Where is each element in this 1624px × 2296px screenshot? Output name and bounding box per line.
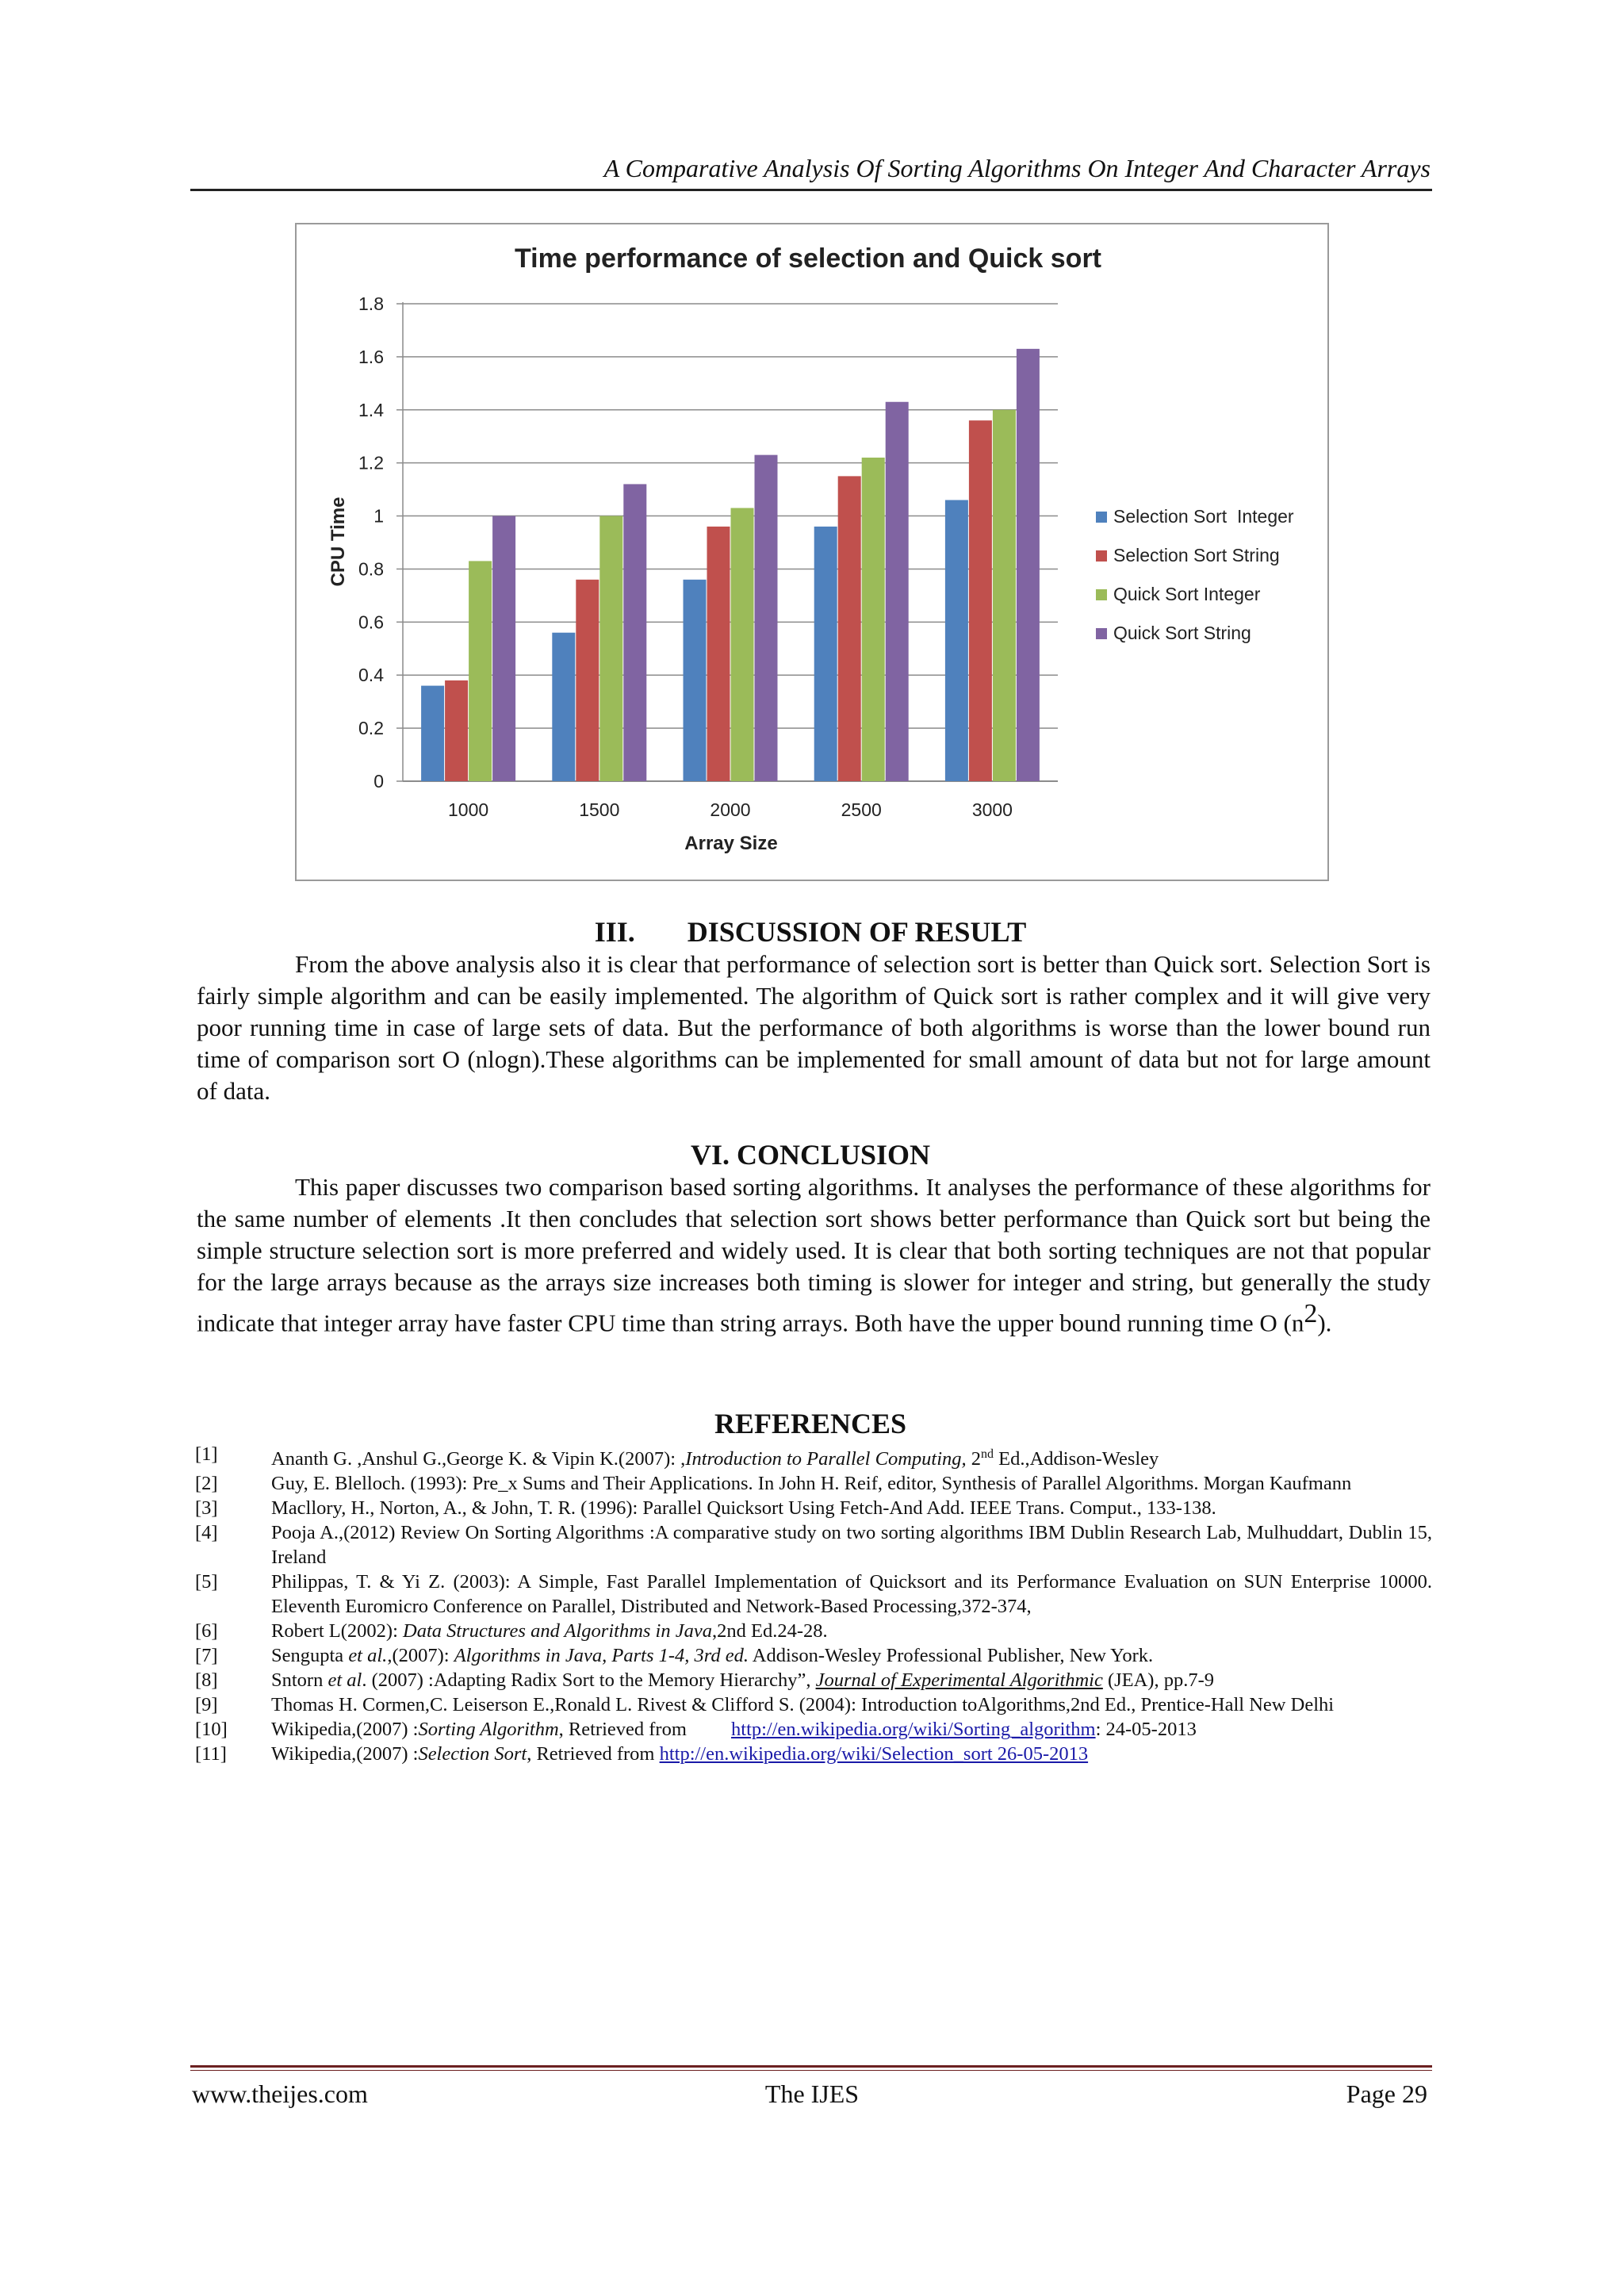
reference-item: [195, 1717, 1432, 1742]
reference-number: [6]: [195, 1620, 218, 1642]
bar-selection-sort-integer-2000: [684, 580, 707, 781]
reference-text: Robert L(2002): Data Structures and Algorithms in Java,2nd Ed.24-28.: [271, 1620, 828, 1642]
bar-quick-sort-string-2500: [886, 402, 909, 781]
discussion-paragraph: From the above analysis also it is clear that performance of selection sort is better than Quick sort. Selection Sort is fairly simple algorithm and can be easily implemented. The algorithm of Quick sort is rather complex and it will give very poor running time in case of large sets of data. But the performance of both algorithms is worse than the lower bound run time of comparison sort O (nlogn).These algorithms can be implemented for small amount of data but not for large amount of data.: [197, 950, 1431, 1105]
reference-number: [5]: [195, 1571, 218, 1593]
reference-number: [3]: [195, 1497, 218, 1520]
y-tick-label: 1: [373, 505, 384, 527]
reference-number: [1]: [195, 1443, 218, 1465]
references-list: [195, 1442, 1432, 1766]
x-tick-label: 1500: [579, 799, 620, 820]
bar-quick-sort-string-2000: [755, 455, 778, 781]
conclusion-text: This paper discusses two comparison based sorting algorithms. It analyses the performance of these algorithms for the same number of elements .It then concludes that selection sort shows better performance than Quick sort but being the simple structure selection sort is more preferred and widely used. It is clear that both sorting techniques are not that popular for the large arrays because as the arrays size increases both timing is slower for integer and string, but generally the study indicate that integer array have faster CPU time than string arrays. Both have the upper bound running time O (n: [197, 1173, 1431, 1337]
footer-journal: The IJES: [764, 2079, 860, 2108]
reference-text: Macllory, H., Norton, A., & John, T. R. (1996): Parallel Quicksort Using Fetch-And Add. IEEE Trans. Comput., 133-138.: [271, 1497, 1216, 1520]
reference-item: [195, 1442, 1432, 1471]
legend-label: Quick Sort Integer: [1113, 584, 1261, 604]
reference-text: Guy, E. Blelloch. (1993): Pre_x Sums and Their Applications. In John H. Reif, editor, Synthesis of Parallel Algorithms. Morgan Kaufmann: [271, 1473, 1352, 1495]
selection-sort-link[interactable]: http://en.wikipedia.org/wiki/Selection_sort 26-05-2013: [659, 1743, 1089, 1765]
discussion-heading: [190, 914, 1431, 949]
reference-item: [195, 1496, 1432, 1520]
bar-quick-sort-string-3000: [1017, 349, 1040, 781]
legend-label: Selection Sort Integer: [1113, 506, 1294, 527]
references-heading: REFERENCES: [714, 1408, 907, 1439]
chart-title: Time performance of selection and Quick sort: [514, 243, 1102, 274]
bar-selection-sort-integer-1000: [421, 686, 444, 781]
bar-selection-sort-integer-3000: [945, 500, 968, 781]
y-tick-label: 0.8: [358, 558, 384, 580]
footer-rule: [190, 2065, 1432, 2068]
bar-selection-sort-string-1000: [445, 680, 468, 781]
footer-rule-thin: [190, 2070, 1432, 2071]
reference-number: [10]: [195, 1719, 228, 1741]
reference-number: [8]: [195, 1669, 218, 1692]
reference-item: [195, 1668, 1432, 1692]
bar-selection-sort-integer-1500: [552, 633, 575, 781]
bar-selection-sort-string-1500: [576, 580, 599, 781]
footer-page-number: Page 29: [1346, 2079, 1427, 2108]
conclusion-paragraph: [197, 1171, 1431, 1339]
sorting-algorithm-link[interactable]: http://en.wikipedia.org/wiki/Sorting_algorithm: [731, 1719, 1096, 1741]
legend-label: Quick Sort String: [1113, 623, 1251, 643]
bar-quick-sort-integer-2500: [862, 458, 885, 781]
bar-selection-sort-string-2500: [838, 476, 861, 781]
reference-item: [195, 1570, 1432, 1619]
x-tick-label: 2500: [841, 799, 882, 820]
y-tick-label: 1.2: [358, 452, 384, 473]
reference-text: Wikipedia,(2007) :Selection Sort, Retrieved from http://en.wikipedia.org/wiki/Selection_sort 26-05-2013: [271, 1743, 1089, 1765]
bar-selection-sort-integer-2500: [814, 527, 837, 781]
running-title: A Comparative Analysis Of Sorting Algorithms On Integer And Character Arrays: [603, 154, 1431, 182]
y-tick-label: 0: [373, 771, 384, 792]
reference-item: [195, 1742, 1432, 1766]
y-tick-label: 0.2: [358, 718, 384, 739]
y-tick-label: 1.4: [358, 399, 384, 420]
reference-text: Pooja A.,(2012) Review On Sorting Algorithms :A comparative study on two sorting algorithms IBM Dublin Research Lab, Mulhuddart, Dublin 15, Ireland: [271, 1522, 1432, 1569]
bar-quick-sort-string-1000: [492, 516, 515, 781]
y-axis-label: CPU Time: [327, 496, 349, 587]
y-tick-label: 1.8: [358, 293, 384, 314]
discussion-number: III.: [594, 916, 635, 948]
reference-item: [195, 1619, 1432, 1643]
reference-text: Wikipedia,(2007) :Sorting Algorithm, Retrieved from http://en.wikipedia.org/wiki/Sorting_algorithm: 24-05-2013: [271, 1719, 1197, 1741]
x-tick-label: 3000: [971, 799, 1013, 820]
x-tick-label: 1000: [448, 799, 489, 820]
reference-item: [195, 1692, 1432, 1717]
bar-selection-sort-string-2000: [707, 527, 730, 781]
x-axis-label: Array Size: [684, 833, 778, 854]
y-tick-label: 1.6: [358, 346, 384, 367]
reference-number: [2]: [195, 1473, 218, 1495]
reference-text: Ananth G. ,Anshul G.,George K. & Vipin K.(2007): ,Introduction to Parallel Computing, 2nd Ed.,Addison-Wesley: [271, 1447, 1159, 1470]
chart-frame: [295, 223, 1329, 881]
reference-item: [195, 1471, 1432, 1496]
bar-selection-sort-string-3000: [969, 420, 992, 781]
bar-quick-sort-integer-2000: [731, 508, 754, 781]
legend-swatch: [1096, 628, 1107, 639]
discussion-title: DISCUSSION OF RESULT: [687, 916, 1027, 948]
reference-number: [4]: [195, 1522, 218, 1544]
bar-chart: [297, 224, 1327, 880]
reference-item: [195, 1520, 1432, 1570]
reference-number: [11]: [195, 1743, 227, 1765]
reference-text: Sntorn et al. (2007) :Adapting Radix Sort to the Memory Hierarchy”, Journal of Experimental Algorithmic (JEA), pp.7-9: [271, 1669, 1214, 1692]
y-tick-label: 0.6: [358, 611, 384, 633]
bar-quick-sort-string-1500: [623, 484, 646, 781]
legend-swatch: [1096, 512, 1107, 523]
legend-label: Selection Sort String: [1113, 545, 1280, 565]
bar-quick-sort-integer-1000: [469, 561, 492, 781]
conclusion-superscript: 2: [1304, 1299, 1318, 1328]
journal-link[interactable]: Journal of Experimental Algorithmic: [815, 1669, 1103, 1692]
bar-quick-sort-integer-3000: [993, 410, 1016, 781]
bar-quick-sort-integer-1500: [599, 516, 622, 781]
reference-text: Thomas H. Cormen,C. Leiserson E.,Ronald L. Rivest & Clifford S. (2004): Introduction toAlgorithms,2nd Ed., Prentice-Hall New Delhi: [271, 1694, 1335, 1716]
y-tick-label: 0.4: [358, 665, 384, 686]
reference-number: [7]: [195, 1645, 218, 1667]
reference-number: [9]: [195, 1694, 218, 1716]
reference-item: [195, 1643, 1432, 1668]
x-tick-label: 2000: [710, 799, 751, 820]
footer-website[interactable]: www.theijes.com: [192, 2079, 368, 2108]
reference-text: Sengupta et al.,(2007): Algorithms in Java, Parts 1-4, 3rd ed. Addison-Wesley Professional Publisher, New York.: [271, 1645, 1154, 1667]
conclusion-text-end: ).: [1317, 1309, 1332, 1337]
header-rule: [190, 189, 1432, 191]
conclusion-heading: VI. CONCLUSION: [690, 1139, 931, 1171]
reference-text: Philippas, T. & Yi Z. (2003): A Simple, Fast Parallel Implementation of Quicksort and its Performance Evaluation on SUN Enterprise 10000. Eleventh Euromicro Conference on Parallel, Distributed and Network-Based Processing,372-374,: [271, 1571, 1432, 1618]
legend-swatch: [1096, 550, 1107, 562]
legend-swatch: [1096, 589, 1107, 600]
